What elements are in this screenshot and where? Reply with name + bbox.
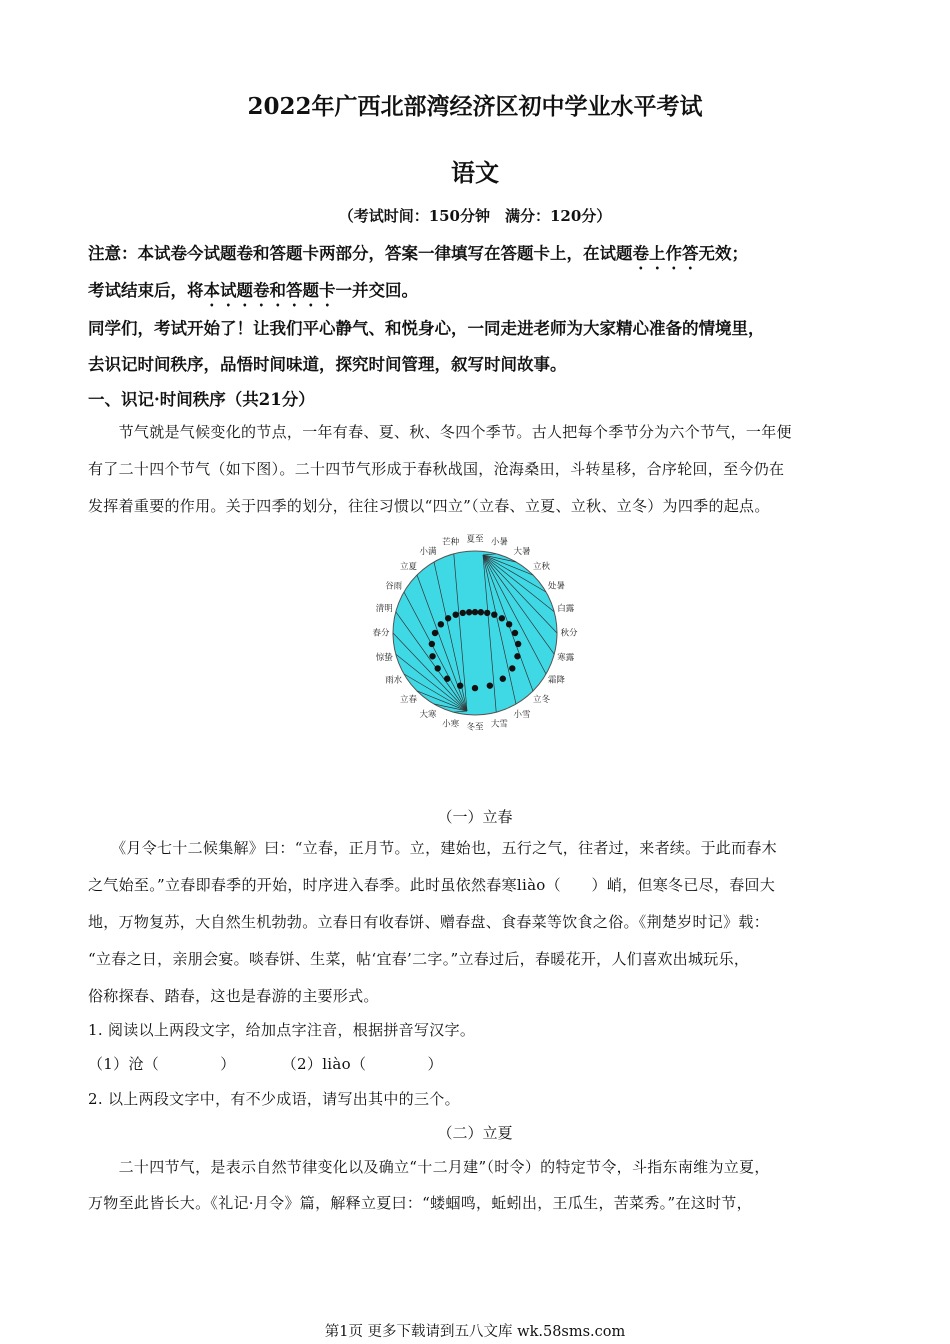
diagram-dot (432, 630, 438, 636)
question-1: 1. 阅读以上两段文字，给加点字注音，根据拼音写汉字。 (88, 1021, 476, 1039)
subsection-title: （一）立春 (437, 808, 513, 826)
term-label: 秋分 (560, 628, 578, 639)
term-label: 小暑 (490, 537, 508, 548)
diagram-dot (484, 610, 490, 616)
question-2: 2. 以上两段文字中，有不少成语，请写出其中的三个。 (88, 1090, 460, 1108)
solar-terms-diagram (360, 528, 590, 738)
paragraph-line: “立春之日，亲朋会宴。啖春饼、生菜，帖‘宜春’二字。”立春过后，春暖花开，人们喜欢出城玩乐， (88, 950, 750, 968)
subject-title: 语文 (451, 158, 499, 187)
diagram-dot (453, 611, 459, 617)
diagram-dot (500, 676, 506, 682)
paragraph-line: 之气始至。”立春即春季的开始，时序进入春季。此时虽依然春寒liào（ ）峭，但寒冬已尽，春回大 (88, 876, 776, 894)
paragraph-line: 万物至此皆长大。《礼记·月令》篇，解释立夏曰：“蝼蝈鸣，蚯蚓出，王瓜生，苦菜秀。”在这时节， (88, 1194, 752, 1212)
paragraph-line: 发挥着重要的作用。关于四季的划分，往往习惯以“四立”（立春、立夏、立秋、立冬）为四季的起点。 (88, 497, 770, 515)
diagram-dot (506, 621, 512, 627)
term-label: 雨水 (385, 675, 403, 686)
term-label: 立冬 (532, 694, 550, 705)
term-label: 春分 (372, 628, 390, 639)
term-label: 谷雨 (385, 581, 403, 592)
diagram-dot (429, 653, 435, 659)
diagram-dot (472, 609, 478, 615)
emphasis-text: 卷上作答 (632, 244, 699, 263)
term-label: 惊蛰 (375, 652, 393, 663)
diagram-dot (478, 609, 484, 615)
diagram-dot (435, 665, 441, 671)
diagram-dot (515, 641, 521, 647)
diagram-dot (460, 610, 466, 616)
diagram-dot (491, 611, 497, 617)
paragraph-line: 节气就是气候变化的节点，一年有春、夏、秋、冬四个季节。古人把每个季节分为六个节气，一年便 (88, 423, 792, 441)
diagram-dot (514, 653, 520, 659)
term-label: 寒露 (557, 652, 575, 663)
term-label: 小寒 (442, 719, 460, 730)
term-label: 冬至 (466, 722, 484, 733)
intro-line-1: 同学们，考试开始了！让我们平心静气、和悦身心，一同走进老师为大家精心准备的情境里， (88, 319, 765, 338)
term-label: 立夏 (400, 562, 418, 573)
diagram-dot (444, 676, 450, 682)
paragraph-line: 《月令七十二候集解》曰：“立春，正月节。立，建始也，五行之气，往者过，来者续。于此而春木 (88, 839, 777, 857)
diagram-dot (429, 641, 435, 647)
diagram-dot (457, 682, 463, 688)
diagram-dot (445, 615, 451, 621)
term-label: 大暑 (513, 547, 531, 558)
term-label: 白露 (557, 604, 575, 615)
question-1-blanks: （1）沧（ ） （2）liào（ ） (88, 1055, 443, 1073)
exam-time-info: （考试时间：150分钟 满分：120分） (338, 207, 612, 225)
section-heading: 一、识记·时间秩序（共21分） (88, 390, 315, 409)
diagram-dot (466, 609, 472, 615)
intro-line-2: 去识记时间秩序，品悟时间味道，探究时间管理，叙写时间故事。 (88, 355, 567, 374)
term-label: 小雪 (513, 709, 531, 720)
term-label: 大寒 (419, 709, 437, 720)
notice-line-2: 考试结束后，将本试题卷和答题卡一并交回。 (88, 281, 418, 300)
emphasis-text: 本试题卷和答题卡 (203, 281, 336, 300)
term-label: 清明 (375, 604, 393, 615)
term-label: 立春 (400, 694, 418, 705)
term-label: 小满 (419, 547, 437, 558)
diagram-dot (487, 682, 493, 688)
paragraph-line: 俗称探春、踏春，这也是春游的主要形式。 (88, 987, 379, 1005)
page-footer: 第1页 更多下载请到五八文库 wk.58sms.com (324, 1324, 626, 1340)
term-label: 霜降 (547, 675, 565, 686)
term-label: 立秋 (532, 562, 550, 573)
diagram-dot (499, 615, 505, 621)
diagram-dot (509, 665, 515, 671)
paragraph-line: 有了二十四个节气（如下图）。二十四节气形成于春秋战国，沧海桑田，斗转星移，合序轮回，至今仍在 (88, 460, 785, 478)
exam-title: 2022年广西北部湾经济区初中学业水平考试 (247, 93, 703, 120)
paragraph-line: 地，万物复苏，大自然生机勃勃。立春日有收春饼、赠春盘、食春菜等饮食之俗。《荆楚岁时记》载： (88, 913, 770, 931)
term-label: 大雪 (490, 719, 508, 730)
paragraph-line: 二十四节气，是表示自然节律变化以及确立“十二月建”（时令）的特定节令，斗指东南维为立夏， (88, 1158, 770, 1176)
term-label: 夏至 (466, 534, 484, 545)
diagram-dot (472, 685, 478, 691)
diagram-dot (512, 630, 518, 636)
notice-line-1: 注意：本试卷今试题卷和答题卡两部分，答案一律填写在答题卡上，在试题卷上作答无效； (88, 244, 748, 263)
subsection-title: （二）立夏 (437, 1124, 513, 1142)
term-label: 芒种 (442, 537, 460, 548)
term-label: 处暑 (547, 581, 565, 592)
diagram-dot (438, 621, 444, 627)
